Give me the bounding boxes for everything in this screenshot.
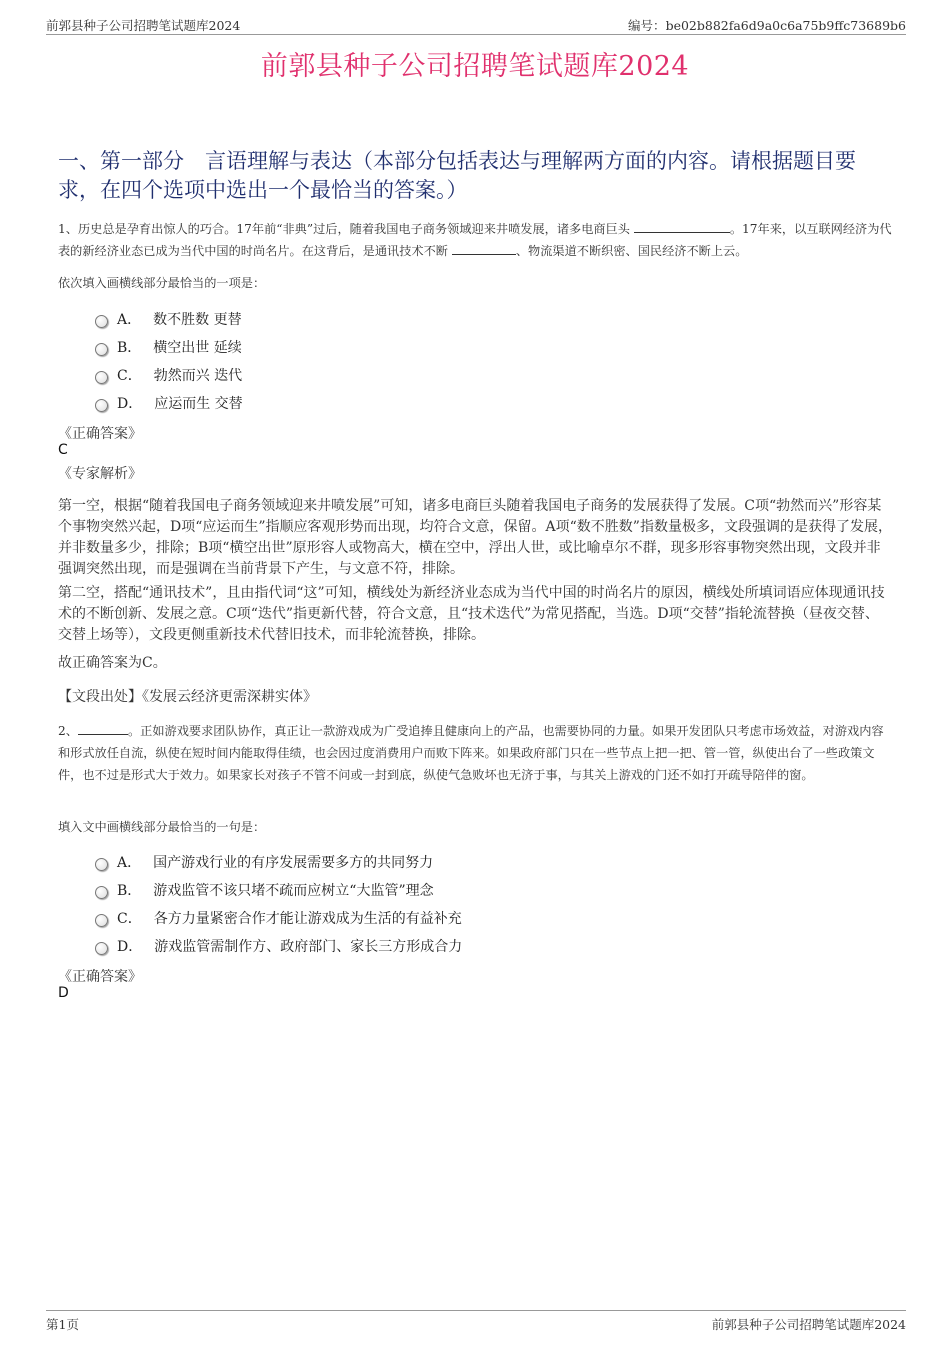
- option-key: C．: [117, 368, 142, 384]
- radio-icon[interactable]: [95, 858, 108, 871]
- q2-blank: [78, 720, 128, 735]
- footer-title: 前郭县种子公司招聘笔试题库2024: [711, 1317, 906, 1332]
- option-key: A．: [117, 855, 142, 871]
- header-code: [628, 16, 906, 34]
- q1-text-b: 。17年来，以互联网经济为代表的新经济业态已成为当代中国的时尚名片。在这背后，是通讯技术不断: [58, 222, 892, 258]
- q1-analysis-label: 《专家解析》: [58, 466, 142, 482]
- q1-blank-2: [452, 240, 516, 255]
- option-text: 应运而生 交替: [154, 396, 243, 412]
- radio-icon[interactable]: [95, 371, 108, 384]
- option-key: A．: [117, 312, 142, 328]
- page-header: [46, 14, 906, 35]
- q2-options: [95, 848, 462, 960]
- q2-option-c[interactable]: [95, 904, 462, 932]
- q2-answer-label: 《正确答案》: [58, 969, 142, 985]
- header-code-value: be02b882fa6d9a0c6a75b9ffc73689b6: [665, 18, 906, 33]
- q1-blank-1: [634, 218, 730, 233]
- option-key: C．: [117, 911, 142, 927]
- option-text: 游戏监管需制作方、政府部门、家长三方形成合力: [154, 939, 463, 955]
- q1-option-d[interactable]: [95, 389, 243, 417]
- question-1-text: [58, 218, 892, 262]
- radio-icon[interactable]: [95, 315, 108, 328]
- page-footer: [46, 1310, 906, 1332]
- option-text: 数不胜数 更替: [153, 312, 242, 328]
- q1-analysis-paragraph-1: 第一空，根据“随着我国电子商务领域迎来井喷发展”可知，诸多电商巨头随着我国电子商务的发展获得了发展。C项“勃然而兴”形容某个事物突然兴起，D项“应运而生”指顺应客观形势而出现，均符合文意，保留。A项“数不胜数”指数量极多，文段强调的是获得了发展，并非数量多少，排除；B项“横空出世”原形容人或物高大，横在空中，浮出人世，或比喻卓尔不群，现多形容事物突然出现，文段并非强调突然出现，而是强调在当前背景下产生，与文意不符，排除。: [58, 498, 892, 577]
- option-text: 勃然而兴 迭代: [153, 368, 243, 384]
- q1-source: 【文段出处】《发展云经济更需深耕实体》: [58, 689, 317, 705]
- q1-answer: C: [58, 442, 68, 458]
- header-code-label: 编号：: [628, 18, 666, 33]
- q2-answer: D: [58, 985, 69, 1001]
- footer-page-number: 第1页: [46, 1317, 79, 1332]
- q1-option-b[interactable]: [95, 333, 243, 361]
- radio-icon[interactable]: [95, 399, 108, 412]
- q1-text-c: 、物流渠道不断织密、国民经济不断上云。: [515, 244, 748, 258]
- option-text: 游戏监管不该只堵不疏而应树立“大监管”理念: [153, 883, 434, 899]
- option-key: B．: [117, 883, 142, 899]
- q2-text-b: 。正如游戏要求团队协作，真正让一款游戏成为广受追捧且健康向上的产品，也需要协同的力量。如果开发团队只考虑市场效益，对游戏内容和形式放任自流，纵使在短时间内能取得佳绩，也会因过度消费用户而败下阵来。如果政府部门只在一些节点上把一把、管一管，纵使出台了一些政策文件，也不过是形式大于效力。如果家长对孩子不管不问或一封到底，纵使气急败坏也无济于事，与其关上游戏的门还不如打开疏导陪伴的窗。: [58, 724, 884, 782]
- q1-options: [95, 305, 243, 417]
- q2-option-a[interactable]: [95, 848, 462, 876]
- header-title: 前郭县种子公司招聘笔试题库2024: [46, 18, 241, 33]
- question-2-text: [58, 720, 892, 786]
- section-heading: 一、第一部分 言语理解与表达（本部分包括表达与理解两方面的内容。请根据题目要求，在四个选项中选出一个最恰当的答案。）: [58, 149, 856, 202]
- q1-text-a: 1、历史总是孕育出惊人的巧合。17年前“非典”过后，随着我国电子商务领域迎来井喷发展，诸多电商巨头: [58, 222, 630, 236]
- q2-option-d[interactable]: [95, 932, 462, 960]
- radio-icon[interactable]: [95, 343, 108, 356]
- option-text: 国产游戏行业的有序发展需要多方的共同努力: [153, 855, 434, 871]
- radio-icon[interactable]: [95, 886, 108, 899]
- document-title: 前郭县种子公司招聘笔试题库2024: [260, 51, 690, 82]
- radio-icon[interactable]: [95, 942, 108, 955]
- option-key: D．: [117, 939, 143, 955]
- q2-option-b[interactable]: [95, 876, 462, 904]
- q1-prompt: 依次填入画横线部分最恰当的一项是：: [58, 276, 266, 290]
- q1-answer-label: 《正确答案》: [58, 426, 142, 442]
- option-key: D．: [117, 396, 143, 412]
- radio-icon[interactable]: [95, 914, 108, 927]
- q2-prompt: 填入文中画横线部分最恰当的一句是：: [58, 820, 266, 834]
- q1-option-a[interactable]: [95, 305, 243, 333]
- q1-analysis-conclusion: 故正确答案为C。: [58, 655, 167, 671]
- q1-option-c[interactable]: [95, 361, 243, 389]
- option-text: 各方力量紧密合作才能让游戏成为生活的有益补充: [153, 911, 462, 927]
- q1-analysis-paragraph-2: 第二空，搭配“通讯技术”，且由指代词“这”可知，横线处为新经济业态成为当代中国的时尚名片的原因，横线处所填词语应体现通讯技术的不断创新、发展之意。C项“迭代”指更新代替，符合文意，且“技术迭代”为常见搭配，当选。D项“交替”指轮流替换（昼夜交替、交替上场等），文段更侧重新技术代替旧技术，而非轮流替换，排除。: [58, 585, 885, 643]
- option-text: 横空出世 延续: [153, 340, 242, 356]
- q2-text-a: 2、: [58, 724, 78, 738]
- option-key: B．: [117, 340, 142, 356]
